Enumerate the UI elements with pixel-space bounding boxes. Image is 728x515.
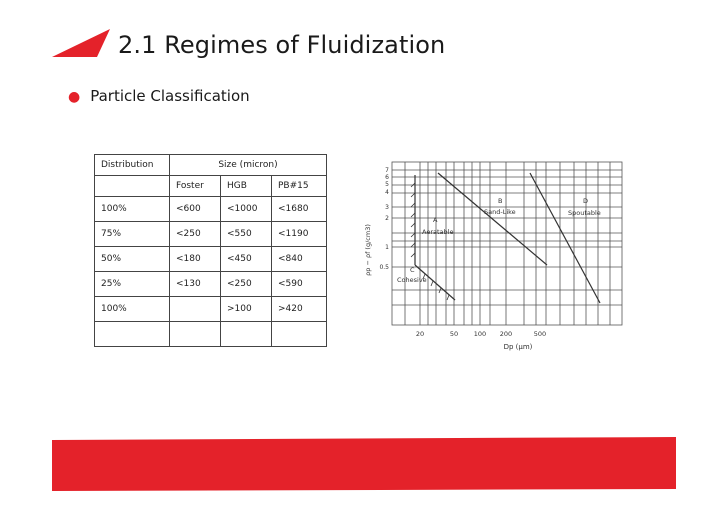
table-cell: >420	[272, 297, 327, 322]
table-header-cell: PB#15	[272, 176, 327, 197]
table-cell	[95, 322, 170, 347]
bullet-text: Particle Classification	[90, 87, 250, 105]
table-cell: >100	[221, 297, 272, 322]
table-row	[95, 272, 327, 297]
x-tick-label: 500	[533, 330, 547, 338]
y-tick-label: 2	[385, 215, 389, 222]
table-cell: <450	[221, 247, 272, 272]
table-cell: <590	[272, 272, 327, 297]
region-b-letter: B	[498, 197, 503, 205]
logo-icon	[52, 24, 112, 60]
table-row	[95, 197, 327, 222]
x-tick-label: 20	[415, 330, 425, 338]
footer-bar	[52, 437, 676, 491]
region-c-letter: C	[410, 266, 415, 274]
region-c-name: Cohesive	[397, 276, 427, 284]
table-cell: 75%	[95, 222, 170, 247]
table-header-cell: Distribution	[95, 155, 170, 176]
table-cell: 50%	[95, 247, 170, 272]
table-cell: <550	[221, 222, 272, 247]
table-row	[95, 297, 327, 322]
table-cell: 100%	[95, 197, 170, 222]
table-cell	[170, 322, 221, 347]
table-cell	[272, 322, 327, 347]
x-axis-label: Dp (μm)	[503, 343, 533, 351]
table-cell: <1000	[221, 197, 272, 222]
table-header-cell: Foster	[170, 176, 221, 197]
table-cell: <600	[170, 197, 221, 222]
y-tick-label: 5	[385, 181, 389, 188]
region-a-name: Aeratable	[422, 228, 454, 236]
y-tick-label: 3	[385, 204, 389, 211]
table-cell: <180	[170, 247, 221, 272]
bullet-dot-icon: ●	[68, 89, 81, 105]
y-tick-label: 6	[385, 174, 389, 181]
table-cell: <250	[221, 272, 272, 297]
boundary-b-d	[530, 173, 600, 303]
classification-table	[94, 154, 327, 347]
table-row	[95, 322, 327, 347]
table-row	[95, 247, 327, 272]
table-cell: <840	[272, 247, 327, 272]
table-cell: 100%	[95, 297, 170, 322]
region-d-letter: D	[583, 197, 589, 205]
table-header-cell: HGB	[221, 176, 272, 197]
table-cell: 25%	[95, 272, 170, 297]
table-cell	[95, 176, 170, 197]
table-cell: <130	[170, 272, 221, 297]
table-cell	[221, 322, 272, 347]
geldart-diagram	[360, 155, 630, 355]
region-a-letter: A	[433, 216, 438, 224]
x-tick-label: 100	[473, 330, 487, 338]
y-tick-label: 1	[385, 244, 389, 251]
y-tick-label: 0.5	[379, 264, 389, 271]
y-tick-label: 4	[385, 189, 389, 196]
y-axis-label: ρp − ρf (g/cm3)	[364, 224, 372, 276]
table-header-row	[95, 155, 327, 176]
table-cell: <1190	[272, 222, 327, 247]
slide-title: 2.1 Regimes of Fluidization	[118, 31, 446, 59]
x-tick-label: 50	[449, 330, 459, 338]
table-cell	[170, 297, 221, 322]
x-tick-label: 200	[499, 330, 513, 338]
region-d-name: Spoutable	[568, 209, 601, 217]
table-cell: <1680	[272, 197, 327, 222]
table-row	[95, 222, 327, 247]
region-b-name: Sand-Like	[484, 208, 516, 216]
plot-frame	[392, 162, 622, 325]
table-header-cell: Size (micron)	[170, 155, 327, 176]
table-cell: <250	[170, 222, 221, 247]
bullet-item	[68, 87, 250, 105]
table-subheader-row	[95, 176, 327, 197]
y-tick-label: 7	[385, 167, 389, 174]
